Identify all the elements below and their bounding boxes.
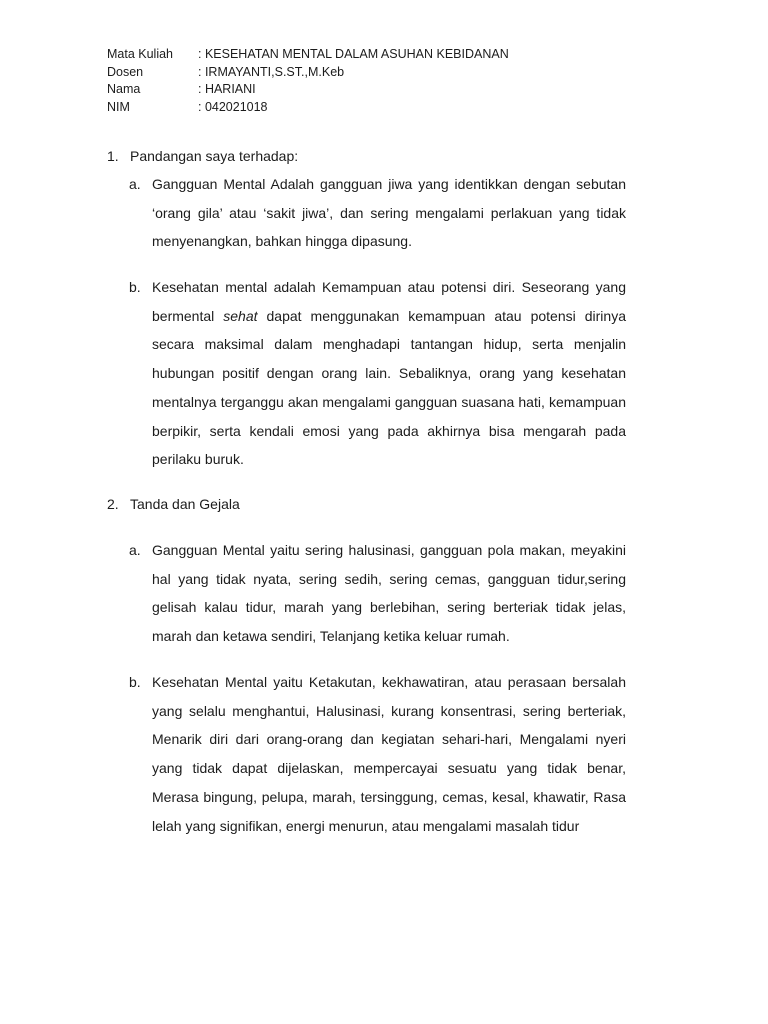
item-text-part: dapat menggunakan kemampuan atau potensi dirinya secara maksimal dalam menghadapi tantangan hidup, serta menjalin hubungan positif dengan orang lain. Sebaliknya, orang yang kesehatan mentalnya terganggu akan mengalami gangguan suasana hati, kemampuan berpikir, serta kendali emosi yang pada akhirnya bisa mengarah pada perilaku buruk. <box>152 307 626 468</box>
item-text: Gangguan Mental Adalah gangguan jiwa yang identikkan dengan sebutan ‘orang gila’ atau ‘sakit jiwa’, dan sering mengalami perlakuan yang tidak menyenangkan, bahkan hingga dipasung. <box>152 176 626 250</box>
section-number: 2. <box>107 496 119 512</box>
item-letter: b. <box>129 279 141 295</box>
lecturer-value: : IRMAYANTI,S.ST.,M.Keb <box>198 64 345 79</box>
section-number: 1. <box>107 148 119 164</box>
nim-value: : 042021018 <box>198 99 268 114</box>
name-label: Nama <box>107 82 141 96</box>
info-row-nim <box>107 99 509 117</box>
section-1-item-b <box>129 273 626 474</box>
section-title: Pandangan saya terhadap: <box>130 148 299 164</box>
item-text: Gangguan Mental yaitu sering halusinasi, gangguan pola makan, meyakini hal yang tidak nyata, sering sedih, sering cemas, gangguan tidur,sering gelisah kalau tidur, marah yang berlebihan, sering berteriak tidak jelas, marah dan ketawa sendiri, Telanjang ketika keluar rumah. <box>152 542 626 645</box>
item-text: Kesehatan Mental yaitu Ketakutan, kekhawatiran, atau perasaan bersalah yang selalu menghantui, Halusinasi, kurang konsentrasi, sering berteriak, Menarik diri dari orang-orang dan kegiatan sehari-hari, Mengalami nyeri yang tidak dapat dijelaskan, mempercayai sesuatu yang tidak benar, Merasa bingung, pelupa, marah, tersinggung, cemas, kesal, khawatir, Rasa lelah yang signifikan, energi menurun, atau mengalami masalah tidur <box>152 674 626 834</box>
info-row-lecturer <box>107 64 509 82</box>
lecturer-label: Dosen <box>107 64 144 79</box>
course-value: : KESEHATAN MENTAL DALAM ASUHAN KEBIDANAN <box>198 47 509 61</box>
item-text-italic: sehat <box>223 307 258 324</box>
course-label: Mata Kuliah <box>107 47 174 61</box>
info-row-course <box>107 46 509 64</box>
info-row-name <box>107 81 509 99</box>
nim-label: NIM <box>107 99 130 114</box>
item-text-part: Kesehatan mental adalah Kemampuan atau potensi diri. Seseorang yang bermental <box>152 279 626 324</box>
section-1-heading <box>107 146 627 166</box>
section-2-heading <box>107 494 627 514</box>
item-letter: b. <box>129 674 141 690</box>
name-value: : HARIANI <box>198 82 256 96</box>
item-letter: a. <box>129 542 141 558</box>
student-info <box>107 46 509 116</box>
item-text <box>152 273 626 474</box>
section-1-item-a <box>129 170 626 256</box>
section-title: Tanda dan Gejala <box>130 496 240 512</box>
section-2-item-a <box>129 536 626 651</box>
section-2-item-b <box>129 668 626 840</box>
item-letter: a. <box>129 176 141 192</box>
